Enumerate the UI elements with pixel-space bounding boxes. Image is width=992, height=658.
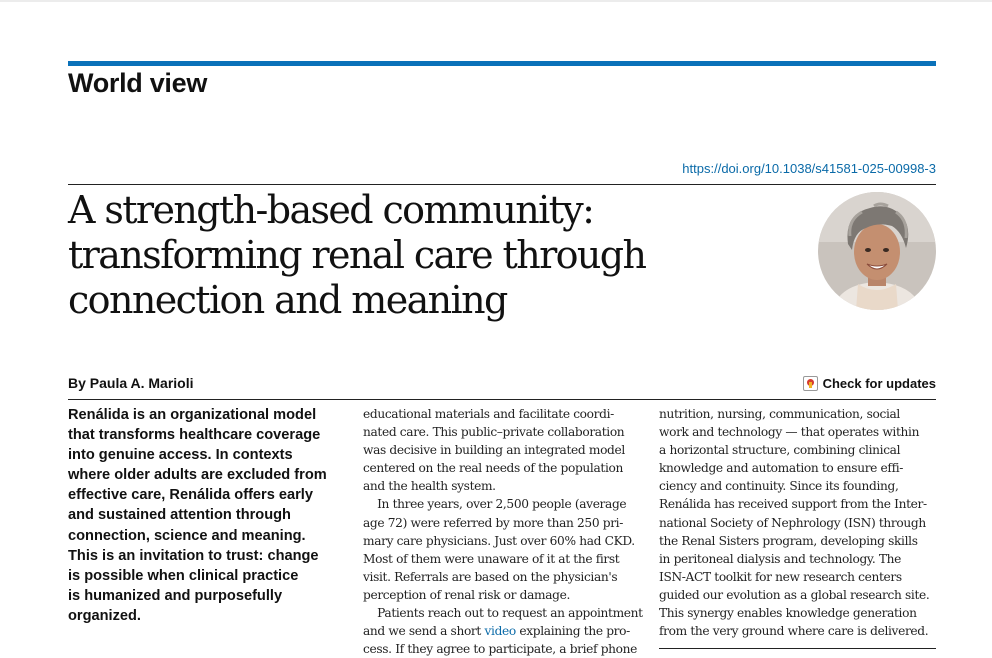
body-column-1 <box>363 405 641 658</box>
body-line: guided our evolution as a global research site. <box>659 587 930 602</box>
abstract-line: is possible when clinical practice <box>68 567 299 584</box>
divider <box>68 399 936 400</box>
divider <box>68 184 936 185</box>
body-line: national Society of Nephrology (ISN) through <box>659 515 926 530</box>
body-line: Renálida has received support from the Inter- <box>659 497 927 512</box>
body-line: This synergy enables knowledge generation <box>659 606 917 621</box>
body-text: and we send a short <box>363 624 485 639</box>
body-line: the Renal Sisters program, developing skills <box>659 533 918 548</box>
body-line: work and technology — that operates within <box>659 425 920 440</box>
section-label: World view <box>68 68 208 98</box>
body-line: perception of renal risk or damage. <box>363 587 570 602</box>
body-line: nutrition, nursing, communication, social <box>659 407 900 421</box>
check-updates-icon <box>803 376 818 391</box>
body-line <box>363 622 641 640</box>
body-line: cess. If they agree to participate, a brief phone <box>363 642 638 657</box>
title-line: A strength-based community: <box>68 188 594 232</box>
abstract-line: effective care, Renálida offers early <box>68 487 313 504</box>
author-photo <box>818 192 936 310</box>
body-line: educational materials and facilitate coordi- <box>363 407 614 421</box>
body-line: nated care. This public–private collaboration <box>363 425 625 440</box>
article-title <box>68 188 688 323</box>
header-rule <box>68 61 936 66</box>
body-line: Patients reach out to request an appointment <box>363 606 643 621</box>
video-link[interactable]: video <box>484 624 516 639</box>
abstract-line: and sustained attention through <box>68 507 291 524</box>
abstract-line: is humanized and purposefully <box>68 587 283 604</box>
abstract-line: organized. <box>68 607 141 624</box>
body-line: In three years, over 2,500 people (average <box>363 497 627 512</box>
check-updates-label: Check for updates <box>822 376 936 391</box>
body-line: ciency and continuity. Since its founding, <box>659 479 899 494</box>
body-line: and the health system. <box>363 479 496 494</box>
abstract-line: Renálida is an organizational model <box>68 407 317 423</box>
abstract-line: that transforms healthcare coverage <box>68 427 321 444</box>
body-line: age 72) were referred by more than 250 pri- <box>363 515 623 530</box>
body-column-2 <box>659 405 937 640</box>
body-line: in peritoneal dialysis and technology. The <box>659 551 902 566</box>
body-line: centered on the real needs of the population <box>363 461 623 476</box>
body-text: explaining the pro- <box>515 624 630 639</box>
body-line: a horizontal structure, combining clinical <box>659 443 901 458</box>
body-line: ISN-ACT toolkit for new research centers <box>659 569 902 584</box>
body-line: from the very ground where care is delivered. <box>659 624 929 639</box>
body-line: Most of them were unaware of it at the first <box>363 551 620 566</box>
abstract-line: into genuine access. In contexts <box>68 447 293 464</box>
title-line: connection and meaning <box>68 278 507 322</box>
doi-link[interactable]: https://doi.org/10.1038/s41581-025-00998-3 <box>682 161 936 176</box>
title-line: transforming renal care through <box>68 233 646 277</box>
body-line: mary care physicians. Just over 60% had CKD. <box>363 533 635 548</box>
abstract-line: where older adults are excluded from <box>68 467 327 484</box>
abstract-line: This is an invitation to trust: change <box>68 547 319 564</box>
body-line: was decisive in building an integrated model <box>363 443 625 458</box>
abstract <box>68 405 351 626</box>
body-line: visit. Referrals are based on the physician's <box>363 569 618 584</box>
abstract-line: connection, science and meaning. <box>68 527 306 544</box>
author-byline: By Paula A. Marioli <box>68 375 194 391</box>
divider <box>659 648 936 649</box>
check-updates-button[interactable] <box>803 376 936 391</box>
body-line: knowledge and automation to ensure effi- <box>659 461 904 476</box>
